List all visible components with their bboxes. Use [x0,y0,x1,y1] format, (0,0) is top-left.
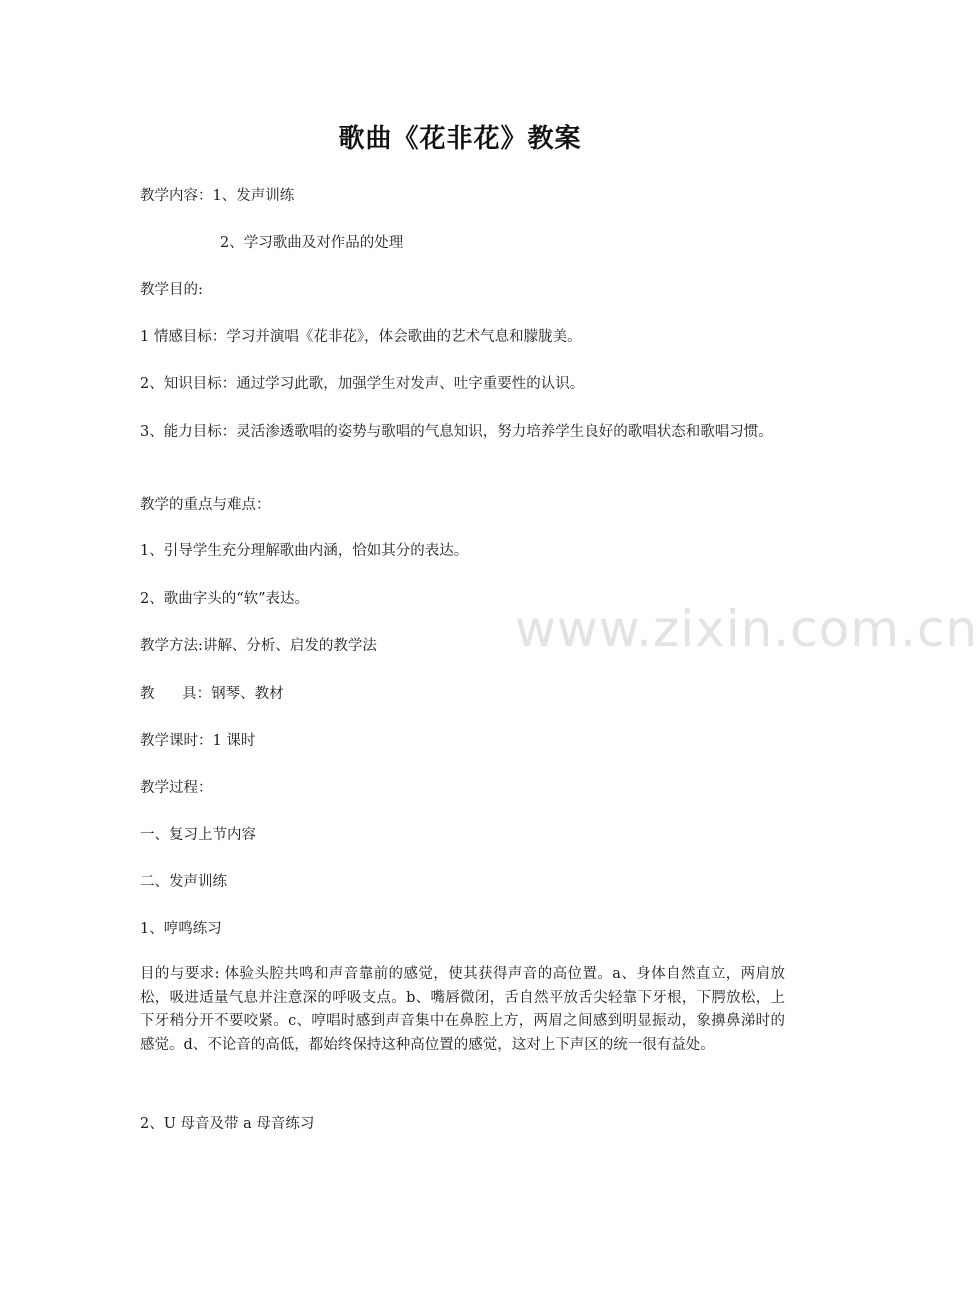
content-line-1: 教学内容：1、发声训练 [140,188,295,204]
goal-heading: 教学目的: [140,282,203,298]
tools-line: 教 具：钢琴、教材 [140,686,284,702]
hours-line: 教学课时：1 课时 [140,733,256,749]
process-heading: 教学过程： [140,780,213,796]
watermark: www.zixin.com.cn [515,600,978,658]
focus-line-2: 2、歌曲字头的“软”表达。 [140,591,310,607]
content-line-2: 2、学习歌曲及对作品的处理 [220,235,404,251]
method-line: 教学方法:讲解、分析、启发的教学法 [140,638,377,654]
sub-step-1: 1、哼鸣练习 [140,921,222,937]
sub-step-2: 2、U 母音及带 a 母音练习 [140,1116,315,1132]
step-1: 一、复习上节内容 [140,827,256,843]
focus-heading: 教学的重点与难点： [140,497,271,513]
step-2: 二、发声训练 [140,874,227,890]
document-title: 歌曲《花非花》教案 [338,124,582,154]
focus-line-1: 1、引导学生充分理解歌曲内涵，恰如其分的表达。 [140,543,469,559]
goal-line-1: 1 情感目标：学习并演唱《花非花》，体会歌曲的艺术气息和朦胧美。 [140,329,582,345]
sub-step-1-description: 目的与要求: 体验头腔共鸣和声音靠前的感觉，使其获得声音的高位置。a、身体自然直立，两肩放松，吸进适量气息并注意深的呼吸支点。b、嘴唇微闭，舌自然平放舌尖轻靠下牙根，下腭放松，上下牙稍分开不要咬紧。c、哼唱时感到声音集中在鼻腔上方，两眉之间感到明显振动，象擤鼻涕时的感觉。d、不论音的高低，都始终保持这种高位置的感觉，这对上下声区的统一很有益处。 [140,966,785,1053]
goal-line-2: 2、知识目标：通过学习此歌，加强学生对发声、吐字重要性的认识。 [140,376,585,392]
goal-line-3: 3、能力目标：灵活渗透歌唱的姿势与歌唱的气息知识，努力培养学生良好的歌唱状态和歌唱习惯。 [140,424,773,440]
